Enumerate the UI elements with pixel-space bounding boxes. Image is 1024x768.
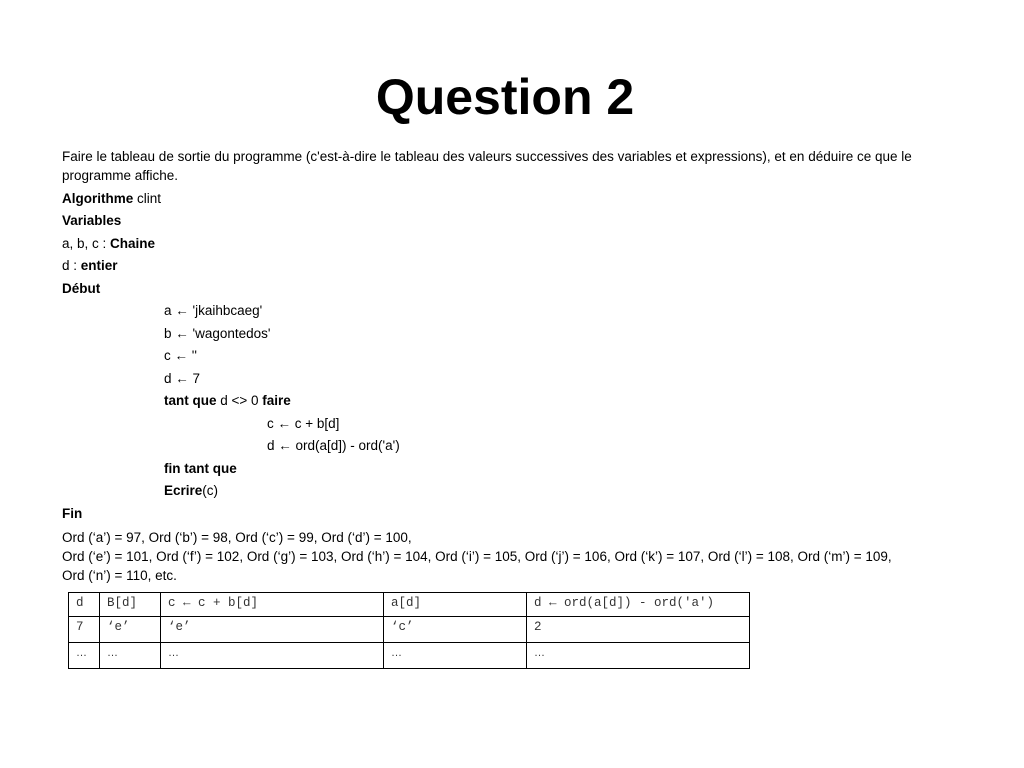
- assign-d: d ← 7: [164, 370, 201, 386]
- table-cell: ‘e’: [161, 617, 384, 643]
- end-while-line: [62, 459, 962, 478]
- header-cell: d ← ord(a[d]) - ord('a'): [527, 593, 750, 617]
- variable-decl-string: [62, 234, 962, 253]
- variables-keyword-line: [62, 211, 962, 230]
- type-entier: entier: [80, 258, 118, 273]
- fin-line: [62, 504, 962, 523]
- variable-names: a, b, c :: [62, 235, 111, 251]
- ord-values: [62, 528, 962, 585]
- header-cell: a[d]: [384, 593, 527, 617]
- faire-keyword: faire: [262, 393, 291, 408]
- variable-decl-int: [62, 256, 962, 275]
- algorithm-header: [62, 189, 962, 208]
- table-cell: …: [527, 643, 750, 669]
- write-argument: (c): [202, 483, 219, 498]
- variables-keyword: Variables: [62, 213, 122, 228]
- debut-line: [62, 279, 962, 298]
- instructions-text: Faire le tableau de sortie du programme (c'est-à-dire le tableau des valeurs successives des variables et expressions), et en déduire ce que le programme affiche.: [62, 149, 912, 183]
- tant-que-keyword: tant que: [164, 393, 217, 408]
- write-line: [62, 481, 962, 500]
- ord-line-2: Ord (‘e’) = 101, Ord (‘f’) = 102, Ord (‘g’) = 103, Ord (‘h’) = 104, Ord (‘i’) = 105, Ord (‘j’) = 106, Ord (‘k’) = 107, Ord (‘l’) = 108, Ord (‘m’) = 109,: [62, 548, 892, 564]
- fin-tant-que-keyword: fin tant que: [164, 460, 237, 476]
- fin-keyword: Fin: [62, 505, 83, 521]
- assign-c: c ← '': [164, 348, 197, 363]
- trace-table: [68, 592, 750, 669]
- table-cell: …: [69, 643, 100, 669]
- ecrire-keyword: Ecrire: [164, 483, 203, 498]
- table-cell: …: [161, 643, 384, 669]
- while-line: [62, 391, 962, 410]
- table-cell: 7: [69, 617, 100, 643]
- type-chaine: Chaine: [110, 235, 156, 251]
- while-condition: d <> 0: [216, 393, 263, 408]
- table-cell: …: [100, 643, 161, 669]
- assign-b: b ← 'wagontedos': [164, 325, 271, 341]
- ord-line-3: Ord (‘n’) = 110, etc.: [62, 567, 177, 583]
- algorithm-name: clint: [133, 190, 162, 206]
- debut-keyword: Début: [62, 280, 101, 296]
- slide-title: Question 2: [375, 69, 635, 125]
- loop-body-1: c ← c + b[d]: [267, 415, 340, 431]
- table-row: [69, 617, 750, 643]
- table-header-row: [69, 593, 750, 617]
- table-cell: …: [384, 643, 527, 669]
- loop-body-2: d ← ord(a[d]) - ord('a'): [267, 438, 400, 453]
- variable-name-d: d :: [62, 258, 81, 273]
- table-row: [69, 643, 750, 669]
- algorithme-keyword: Algorithme: [62, 190, 134, 206]
- header-cell: d: [69, 593, 100, 617]
- assign-a: a ← 'jkaihbcaeg': [164, 303, 263, 318]
- header-cell: B[d]: [100, 593, 161, 617]
- table-cell: 2: [527, 617, 750, 643]
- ord-line-1: Ord (‘a’) = 97, Ord (‘b’) = 98, Ord (‘c’) = 99, Ord (‘d’) = 100,: [62, 529, 412, 545]
- question-body: [62, 147, 962, 585]
- table-cell: ‘c’: [384, 617, 527, 643]
- header-cell: c ← c + b[d]: [161, 593, 384, 617]
- table-cell: ‘e’: [100, 617, 161, 643]
